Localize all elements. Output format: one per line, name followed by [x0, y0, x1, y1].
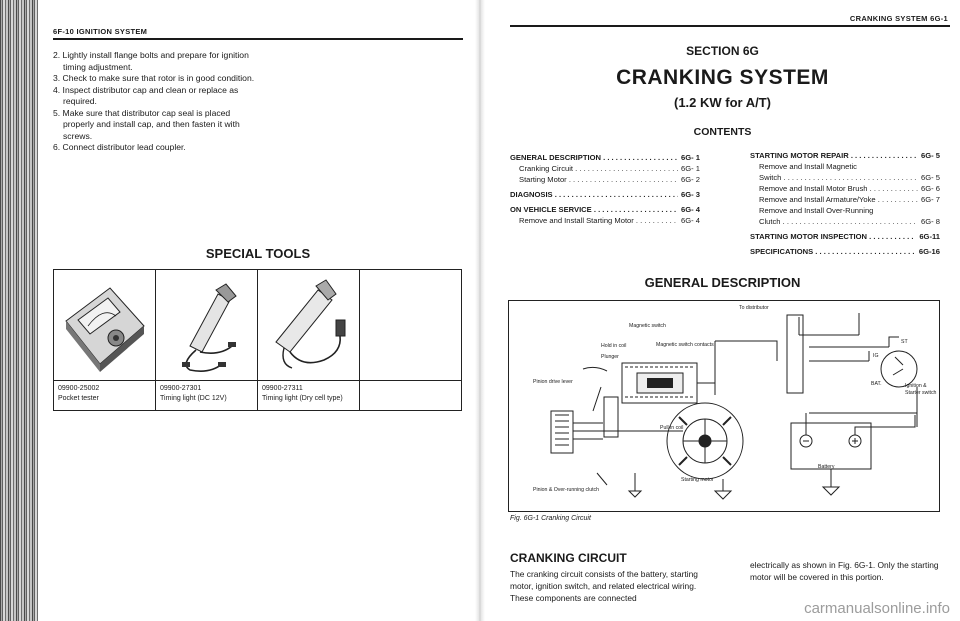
step-item: 4. Inspect distributor cap and clean or replace as required.	[53, 84, 239, 106]
label-bat: BAT.	[871, 381, 882, 387]
label-ig: IG	[873, 353, 879, 359]
label-switch-contacts: Magnetic switch contacts	[656, 342, 714, 348]
cranking-paragraph-right: electrically as shown in Fig. 6G-1. Only the starting motor will be covered in this portion.	[750, 560, 939, 582]
tool-cell-timing-light-dry	[258, 270, 360, 410]
right-header-rule	[510, 25, 950, 27]
toc-column-left	[510, 152, 700, 226]
timing-light-dc-icon	[160, 276, 252, 376]
toc-entry[interactable]: Remove and Install Armature/Yoke . . . 6G- 7	[750, 194, 940, 205]
right-page-header: CRANKING SYSTEM 6G-1	[849, 14, 948, 23]
label-ignition-switch: Ignition & Starter switch	[905, 383, 937, 396]
label-pinion-drive-lever: Pinion drive lever	[533, 379, 573, 385]
toc-entry[interactable]: ON VEHICLE SERVICE . . . 6G- 4	[510, 204, 700, 215]
toc-entry[interactable]: Switch . . . 6G- 5	[750, 172, 940, 183]
tool-part-number: 09900-27301	[160, 385, 202, 392]
step-item: 2. Lightly install flange bolts and prepare for ignition timing adjustment.	[53, 50, 249, 72]
toc-entry[interactable]: Starting Motor . . . 6G- 2	[510, 174, 700, 185]
installation-steps	[53, 50, 263, 154]
tool-part-number: 09900-27311	[262, 385, 303, 392]
label-st: ST	[901, 339, 908, 345]
tool-name: Timing light (DC 12V)	[160, 394, 227, 402]
label-pull-in-coil: Pull in coil	[660, 425, 684, 431]
left-page-header: 6F-10 IGNITION SYSTEM	[53, 27, 148, 36]
cranking-circuit-diagram	[508, 300, 940, 512]
watermark: carmanualsonline.info	[804, 600, 950, 617]
toc-entry[interactable]: Clutch . . . 6G- 8	[750, 216, 940, 227]
pocket-tester-icon	[58, 276, 150, 376]
toc-entry[interactable]: GENERAL DESCRIPTION . . . 6G- 1	[510, 152, 700, 163]
tool-cell-timing-light-dc	[156, 270, 258, 410]
label-to-distributor: To distributor	[739, 305, 769, 311]
figure-caption: Fig. 6G-1 Cranking Circuit	[510, 515, 591, 522]
step-item: 3. Check to make sure that rotor is in good condition.	[53, 73, 255, 83]
scan-edge	[0, 0, 38, 621]
tool-part-number: 09900-25002	[58, 385, 100, 392]
tool-cell-empty	[360, 270, 461, 410]
page-gutter	[475, 0, 485, 621]
label-starting-motor: Starting motor	[681, 477, 714, 483]
section-title: CRANKING SYSTEM	[616, 66, 829, 89]
tool-cell-pocket-tester	[54, 270, 156, 410]
label-plunger: Plunger	[601, 354, 619, 360]
timing-light-dry-icon	[262, 276, 354, 376]
toc-entry[interactable]: SPECIFICATIONS . . . 6G-16	[750, 246, 940, 257]
right-page	[485, 0, 960, 621]
general-description-title: GENERAL DESCRIPTION	[644, 275, 801, 290]
toc-entry[interactable]: Cranking Circuit . . . 6G- 1	[510, 163, 700, 174]
toc-entry-continued[interactable]: Remove and Install Over-Running	[759, 206, 874, 215]
toc-entry[interactable]: STARTING MOTOR REPAIR . . . 6G- 5	[750, 150, 940, 161]
toc-entry[interactable]: Remove and Install Starting Motor . . . 6G- 4	[510, 215, 700, 226]
toc-entry[interactable]: STARTING MOTOR INSPECTION . . . 6G-11	[750, 231, 940, 242]
special-tools-title: SPECIAL TOOLS	[205, 246, 311, 261]
label-hold-in-coil: Hold in coil	[601, 343, 627, 349]
cranking-circuit-title: CRANKING CIRCUIT	[510, 551, 627, 565]
contents-title: CONTENTS	[693, 126, 752, 138]
toc-entry-continued[interactable]: Remove and Install Magnetic	[759, 162, 857, 171]
toc-entry[interactable]: Remove and Install Motor Brush . . . 6G- 6	[750, 183, 940, 194]
section-subtitle: (1.2 KW for A/T)	[673, 95, 771, 110]
left-header-rule	[53, 38, 463, 40]
label-pinion-clutch: Pinion & Over-running clutch	[533, 487, 600, 493]
step-item: 5. Make sure that distributor cap seal is placed properly and install cap, and then fasten it with screws.	[53, 107, 240, 141]
left-page	[0, 0, 475, 621]
section-label: SECTION 6G	[686, 44, 759, 58]
toc-column-right	[750, 150, 940, 257]
label-battery: Battery	[818, 464, 835, 470]
tool-name: Pocket tester	[58, 394, 99, 402]
toc-entry[interactable]: DIAGNOSIS . . . 6G- 3	[510, 189, 700, 200]
step-item: 6. Connect distributor lead coupler.	[53, 142, 186, 152]
circuit-schematic	[509, 301, 939, 511]
tool-name: Timing light (Dry cell type)	[262, 394, 343, 402]
label-magnetic-switch: Magnetic switch	[629, 323, 666, 329]
special-tools-table	[53, 269, 462, 411]
cranking-paragraph-left: The cranking circuit consists of the battery, starting motor, ignition switch, and related electrical wiring. These components are connected	[510, 569, 698, 603]
